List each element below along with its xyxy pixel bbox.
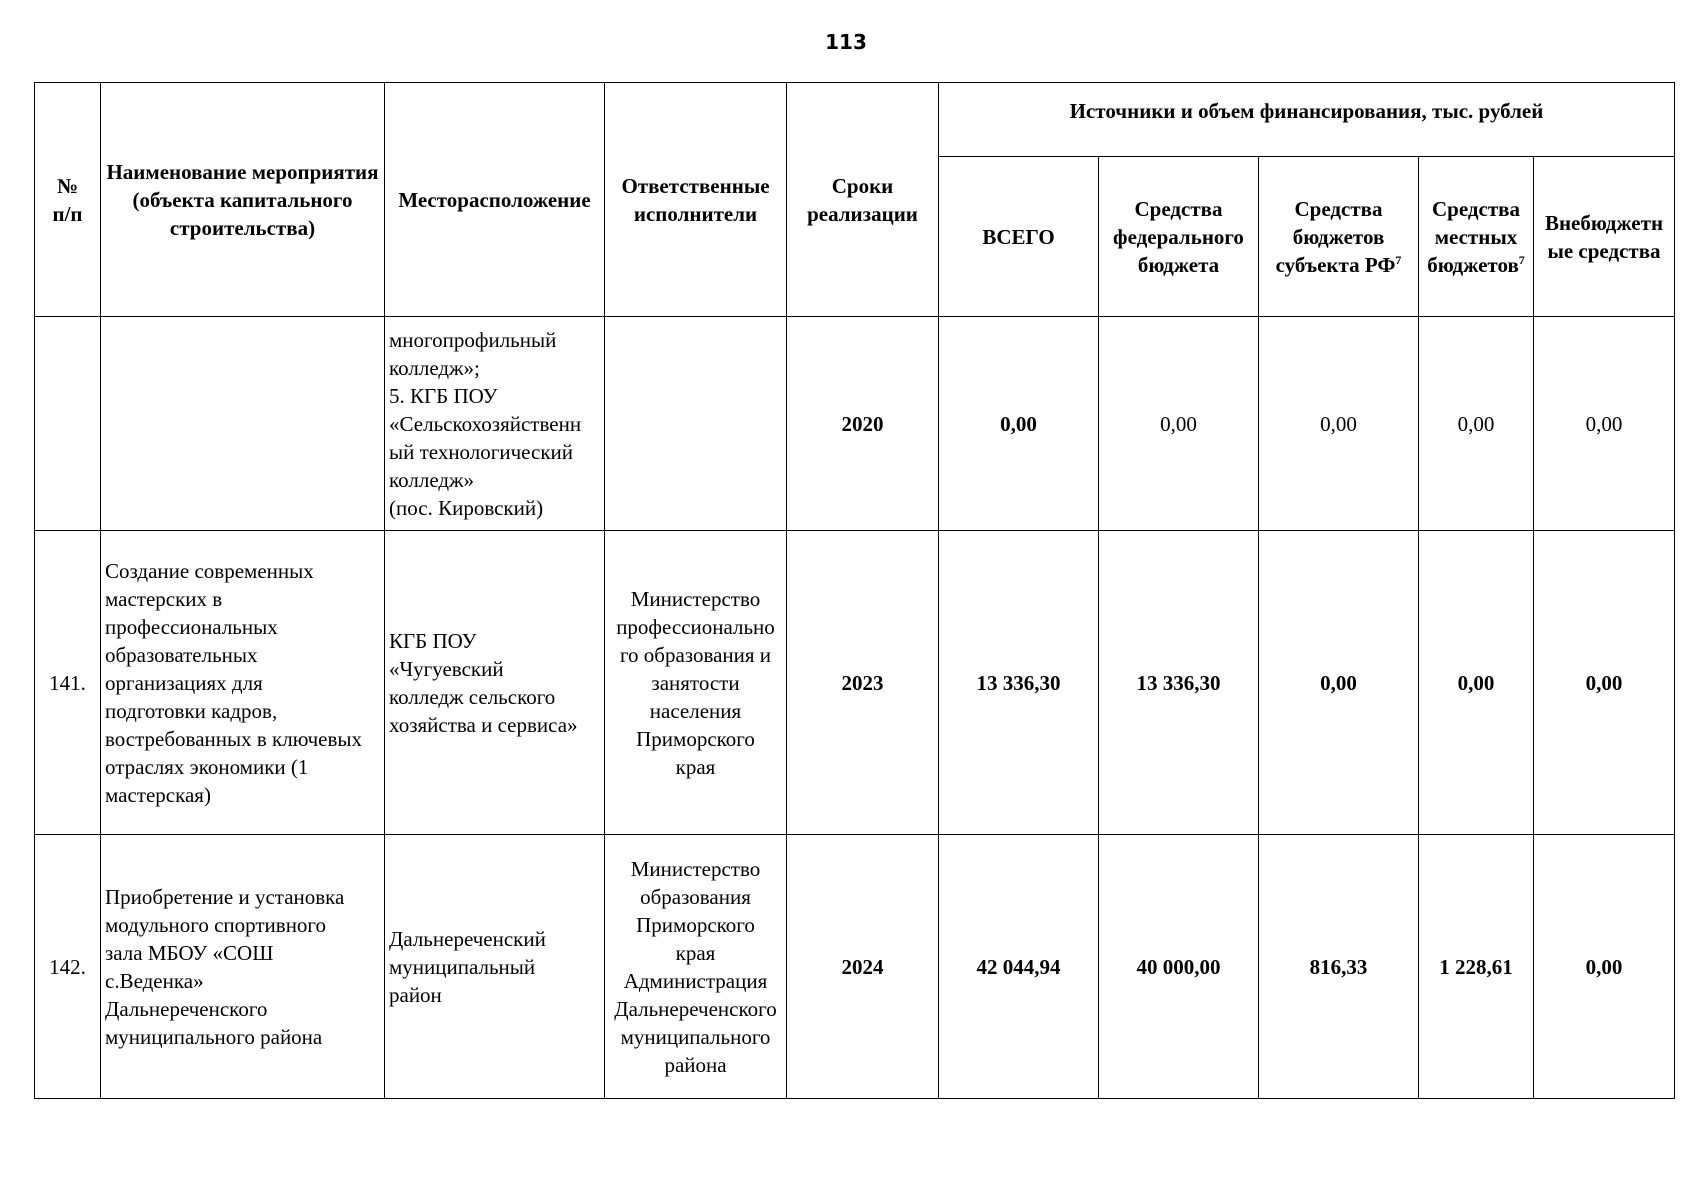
header-extra: Внебюджетн ые средства [1534,157,1675,317]
row-location: Дальнереченский муниципальный район [385,835,605,1099]
row-location: многопрофильный колледж»; 5. КГБ ПОУ «Сельскохозяйственн ый технологический колледж» (пос. Кировский) [385,317,605,531]
row-num: 142. [35,835,101,1099]
row-total: 13 336,30 [939,531,1099,835]
header-location: Месторасположение [385,83,605,317]
header-funding-group: Источники и объем финансирования, тыс. рублей [939,83,1675,157]
row-num: 141. [35,531,101,835]
row-total: 0,00 [939,317,1099,531]
header-federal: Средства федерального бюджета [1099,157,1259,317]
row-federal: 0,00 [1099,317,1259,531]
row-extra: 0,00 [1534,835,1675,1099]
row-federal: 13 336,30 [1099,531,1259,835]
row-local: 0,00 [1419,531,1534,835]
row-federal: 40 000,00 [1099,835,1259,1099]
header-num: № п/п [35,83,101,317]
table-row [35,317,1675,531]
row-subject: 0,00 [1259,531,1419,835]
row-term: 2020 [787,317,939,531]
table-row [35,531,1675,835]
row-extra: 0,00 [1534,317,1675,531]
row-num [35,317,101,531]
header-subject [1259,157,1419,317]
header-name: Наименование мероприятия (объекта капитального строительства) [101,83,385,317]
row-location: КГБ ПОУ «Чугуевский колледж сельского хозяйства и сервиса» [385,531,605,835]
row-subject: 816,33 [1259,835,1419,1099]
row-subject: 0,00 [1259,317,1419,531]
row-term: 2023 [787,531,939,835]
row-executors: Министерство образования Приморского края Администрация Дальнереченского муниципального района [605,835,787,1099]
header-subject-label: Средства бюджетов субъекта РФ [1275,196,1396,277]
row-executors [605,317,787,531]
header-row-1 [35,83,1675,157]
header-executors: Ответственные исполнители [605,83,787,317]
page-number: 113 [825,30,867,54]
header-total: ВСЕГО [939,157,1099,317]
header-local-footnote: 7 [1518,252,1525,267]
row-local: 1 228,61 [1419,835,1534,1099]
row-name: Создание современных мастерских в профессиональных образовательных организациях для подготовки кадров, востребованных в ключевых отраслях экономики (1 мастерская) [101,531,385,835]
header-terms: Сроки реализации [787,83,939,317]
row-total: 42 044,94 [939,835,1099,1099]
row-term: 2024 [787,835,939,1099]
header-subject-footnote: 7 [1395,252,1402,267]
header-local [1419,157,1534,317]
row-extra: 0,00 [1534,531,1675,835]
row-executors: Министерство профессионально го образования и занятости населения Приморского края [605,531,787,835]
table-row [35,835,1675,1099]
header-local-label: Средства местных бюджетов [1427,196,1520,277]
row-local: 0,00 [1419,317,1534,531]
financing-table [34,82,1675,1099]
row-name [101,317,385,531]
row-name: Приобретение и установка модульного спортивного зала МБОУ «СОШ с.Веденка» Дальнереченского муниципального района [101,835,385,1099]
